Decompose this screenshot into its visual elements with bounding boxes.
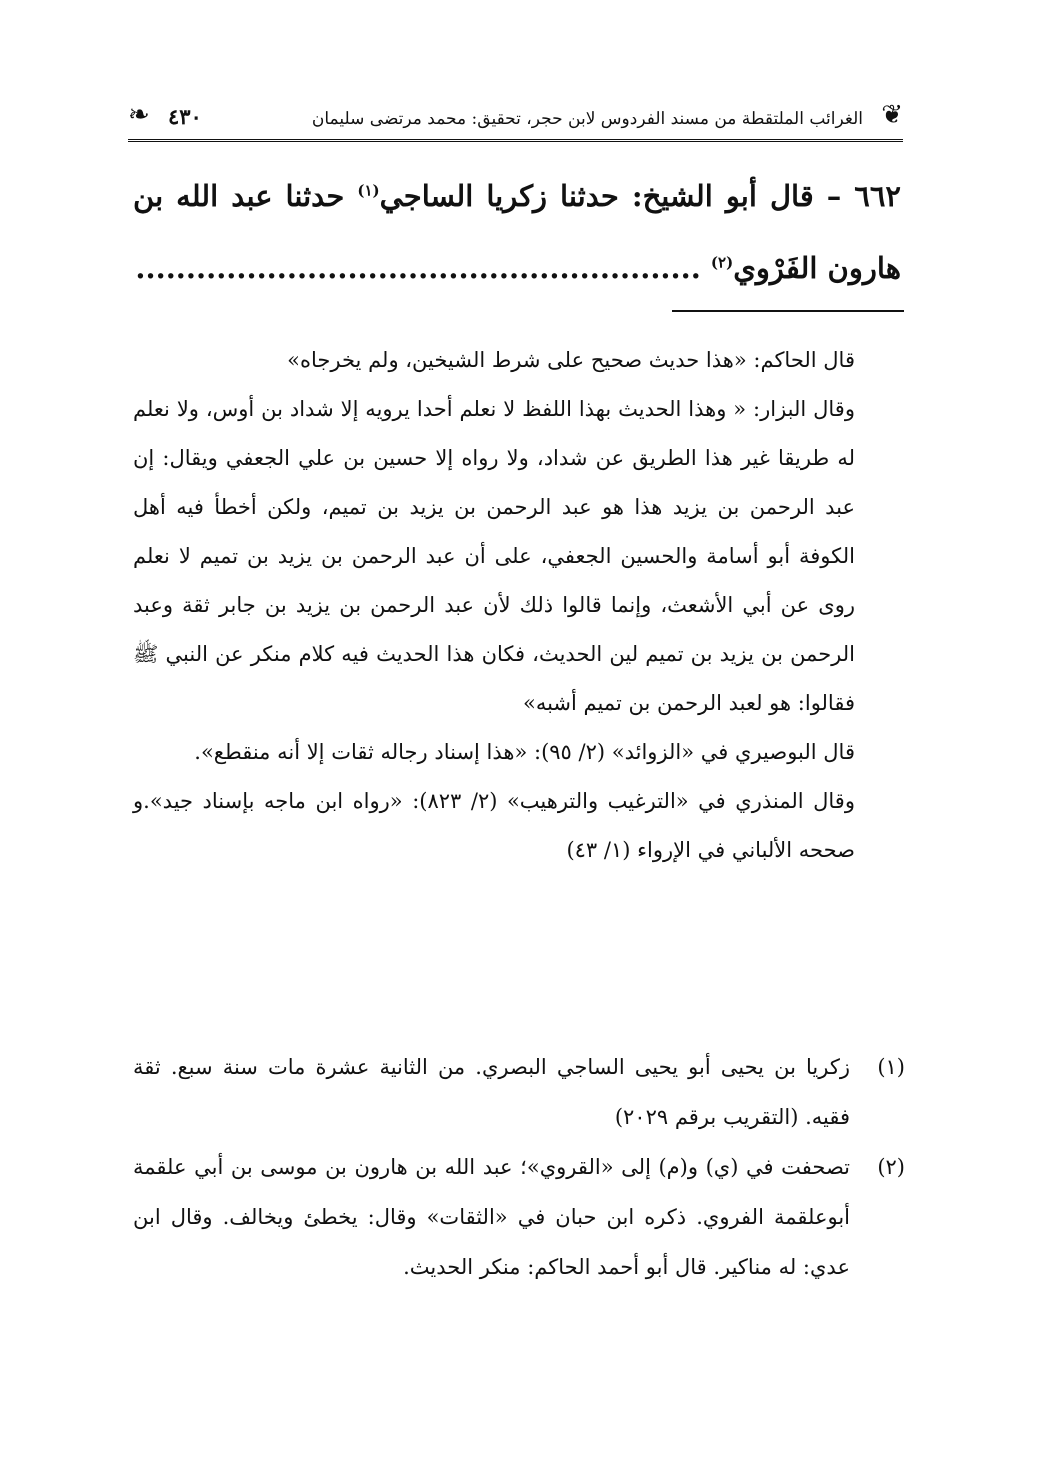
footnotes <box>133 1042 905 1292</box>
commentary-hakim: قال الحاكم: «هذا حديث صحيح على شرط الشيخين، ولم يخرجاه» <box>287 348 855 372</box>
elision-dots: ........................................................ <box>135 251 711 285</box>
header-title: الغرائب الملتقطة من مسند الفردوس لابن حجر، تحقيق: محمد مرتضى سليمان <box>311 109 863 129</box>
ornament-right-icon: ❦ <box>881 100 903 130</box>
commentary <box>133 336 855 875</box>
footnote-text: زكريا بن يحيى أبو يحيى الساجي البصري. من الثانية عشرة مات سنة سبع. ثقة فقيه. (التقريب برقم ٢٠٢٩) <box>133 1055 850 1129</box>
footnote-text: تصحفت في (ي) و(م) إلى «القروي»؛ عبد الله بن هارون بن موسى بن أبي علقمة أبوعلقمة الفروي. ذكره ابن حبان في «الثقات» وقال: يخطئ ويخالف. وقال ابن عدي: له مناكير. قال أبو أحمد الحاكم: منكر الحديث. <box>133 1155 850 1279</box>
commentary-bazzar: وقال البزار: « وهذا الحديث بهذا اللفظ لا نعلم أحدا يرويه إلا شداد بن أوس، ولا نعلم له طريقا غير هذا الطريق عن شداد، ولا رواه إلا حسين بن علي الجعفي ويقال: إن عبد الرحمن بن يزيد هذا هو عبد الرحمن بن يزيد بن تميم، ولكن أخطأ فيه أهل الكوفة أبو أسامة والحسين الجعفي، على أن عبد الرحمن بن يزيد بن تميم لا نعلم روى عن أبي الأشعث، وإنما قالوا ذلك لأن عبد الرحمن بن يزيد بن جابر ثقة وعبد الرحمن بن يزيد بن تميم لين الحديث، فكان هذا الحديث فيه كلام منكر عن النبي ﷺ فقالوا: هو لعبد الرحمن بن تميم أشبه» <box>133 397 856 715</box>
running-header <box>128 98 903 142</box>
commentary-busiri: قال البوصيري في «الزوائد» (٢/ ٩٥): «هذا إسناد رجاله ثقات إلا أنه منقطع». <box>194 740 855 764</box>
hadith-chain-end: حدثنا عبد الله بن هارون الفَرْوي <box>133 179 901 285</box>
footnote-ref-1: (١) <box>357 181 380 200</box>
commentary-mundhiri: وقال المنذري في «الترغيب والترهيب» (٢/ ٨٢٣): «رواه ابن ماجه بإسناد جيد».و صححه الألباني في الإرواء (١/ ٤٣) <box>133 789 855 862</box>
footnote-number: (٢) <box>877 1155 905 1179</box>
hadith-chain-start: ٦٦٢ – قال أبو الشيخ: حدثنا زكريا الساجي <box>379 179 901 213</box>
page-number: ٤٣٠ <box>168 104 202 129</box>
footnote-separator <box>672 310 904 312</box>
hadith-paragraph <box>133 160 901 304</box>
header-line <box>168 104 863 129</box>
header-rule <box>128 139 903 142</box>
footnote-ref-2: (٢) <box>710 253 734 272</box>
ornament-left-icon: ❧ <box>128 100 150 130</box>
hadith-text <box>133 160 901 304</box>
footnote-1 <box>133 1042 905 1142</box>
footnote-number: (١) <box>877 1055 905 1079</box>
footnote-2 <box>133 1142 905 1292</box>
